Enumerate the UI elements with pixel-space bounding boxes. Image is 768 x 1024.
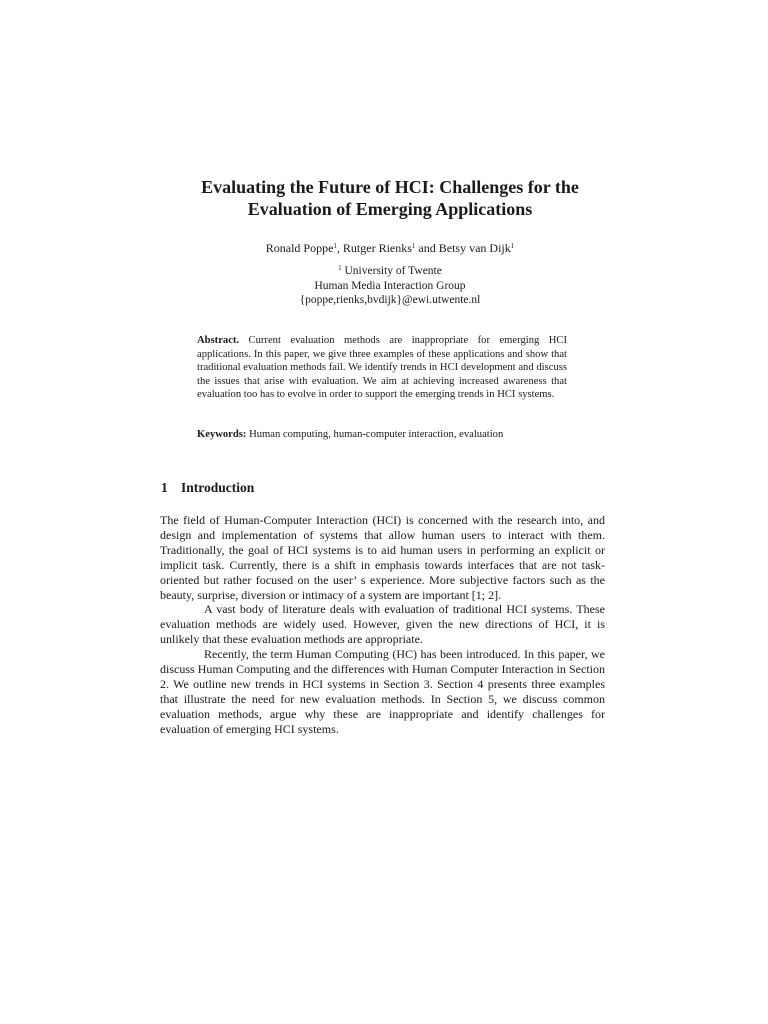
affiliation-group: Human Media Interaction Group xyxy=(314,279,466,292)
author-affiliation-mark: 1 xyxy=(510,242,515,250)
introduction-body xyxy=(160,513,605,737)
affiliation-mark: 1 xyxy=(338,264,342,272)
paper-title-line-1: Evaluating the Future of HCI: Challenges for the xyxy=(201,177,579,197)
body-paragraph: A vast body of literature deals with evaluation of traditional HCI systems. These evaluation methods are widely used. However, given the new directions of HCI, it is unlikely that these evaluation methods are appropriate. xyxy=(160,602,605,647)
section-title: Introduction xyxy=(181,480,255,495)
affiliation-email: {poppe,rienks,bvdijk}@ewi.utwente.nl xyxy=(299,294,481,306)
body-paragraph: The field of Human-Computer Interaction (HCI) is concerned with the research into, and design and implementation of systems that allow human users to interact with them. Traditionally, the goal of HCI systems is to aid human users in performing an explicit or implicit task. Currently, there is a shift in emphasis towards interfaces that are not task-oriented but rather focused on the user’ s experience. More subjective factors such as the beauty, surprise, diversion or intimacy of a system are important [1; 2]. xyxy=(160,513,605,602)
author-name: Rutger Rienks xyxy=(342,241,412,255)
author-name: Betsy van Dijk xyxy=(438,241,511,255)
author-separator: , xyxy=(336,241,343,255)
author-name: Ronald Poppe xyxy=(265,241,334,255)
section-heading xyxy=(161,479,254,496)
affiliation-university: University of Twente xyxy=(341,265,442,277)
author-separator: and xyxy=(415,241,439,255)
abstract-text: Current evaluation methods are inappropriate for emerging HCI applications. In this paper, we give three examples of these applications and show that traditional evaluation methods fail. We identify trends in HCI development and discuss the issues that arise with evaluation. We aim at achieving increased awareness that evaluation too has to evolve in order to support the emerging trends in HCI systems. xyxy=(197,335,567,401)
affiliation-university-line xyxy=(160,261,620,279)
paper-title xyxy=(160,176,620,220)
author-list xyxy=(160,238,620,256)
keywords xyxy=(197,428,567,442)
author-affiliation-mark: 1 xyxy=(333,242,337,250)
section-number: 1 xyxy=(161,480,168,495)
keywords-text: Human computing, human-computer interaction, evaluation xyxy=(246,429,504,440)
paper-title-line-2: Evaluation of Emerging Applications xyxy=(247,199,533,219)
author-affiliation-mark: 1 xyxy=(411,242,416,250)
affiliation-block xyxy=(160,261,620,308)
body-paragraph: Recently, the term Human Computing (HC) has been introduced. In this paper, we discuss Human Computing and the differences with Human Computer Interaction in Section 2. We outline new trends in HCI systems in Section 3. Section 4 presents three examples that illustrate the need for new evaluation methods. In Section 5, we discuss common evaluation methods, argue why these are inappropriate and identify challenges for evaluation of emerging HCI systems. xyxy=(160,647,605,736)
abstract xyxy=(197,334,567,402)
keywords-label: Keywords: xyxy=(197,429,247,440)
abstract-label: Abstract. xyxy=(197,335,240,346)
